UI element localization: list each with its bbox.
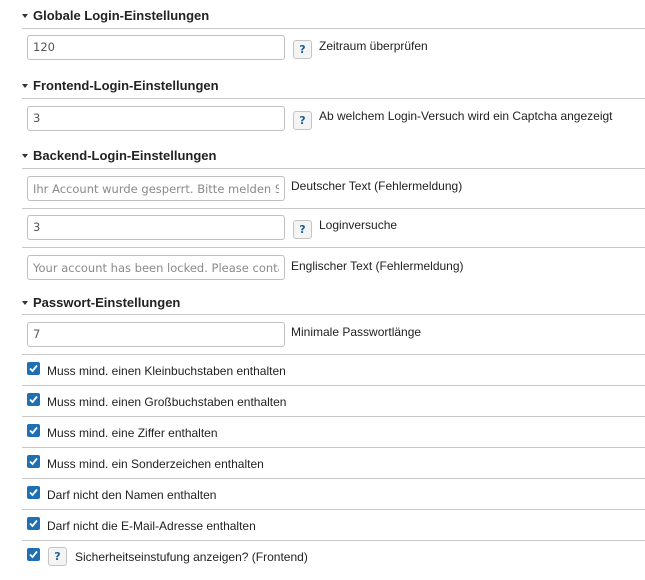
login-attempts-input[interactable]: 3 (27, 215, 285, 240)
divider (22, 509, 645, 510)
section-backend-title[interactable] (22, 148, 216, 163)
no-name-label: Darf nicht den Namen enthalten (47, 488, 217, 502)
digit-checkbox[interactable] (27, 424, 40, 437)
strength-display-label: Sicherheitseinstufung anzeigen? (Frontend) (75, 550, 308, 564)
english-error-text-input[interactable] (27, 255, 285, 280)
min-password-length-label: Minimale Passwortlänge (291, 325, 422, 339)
divider (22, 28, 645, 29)
divider (22, 540, 645, 541)
period-label: Zeitraum überprüfen (319, 39, 428, 53)
divider (22, 314, 645, 315)
login-attempts-label: Loginversuche (319, 218, 398, 232)
divider (22, 208, 645, 209)
section-password-title[interactable] (22, 295, 180, 310)
checkmark-icon (28, 549, 39, 560)
strength-display-checkbox[interactable] (27, 548, 40, 561)
checkmark-icon (28, 456, 39, 467)
lowercase-label: Muss mind. einen Kleinbuchstaben enthalten (47, 364, 286, 378)
german-error-text-input[interactable] (27, 176, 285, 201)
divider (22, 478, 645, 479)
checkmark-icon (28, 425, 39, 436)
divider (22, 354, 645, 355)
caret-down-icon (22, 154, 28, 158)
section-password-label: Passwort-Einstellungen (33, 295, 181, 310)
help-icon[interactable]: ? (48, 547, 67, 566)
divider (22, 247, 645, 248)
divider (22, 385, 645, 386)
checkmark-icon (28, 518, 39, 529)
english-error-text-label: Englischer Text (Fehlermeldung) (291, 259, 464, 273)
help-icon[interactable]: ? (293, 111, 312, 130)
no-email-checkbox[interactable] (27, 517, 40, 530)
period-input[interactable]: 120 (27, 35, 285, 60)
captcha-attempt-input[interactable]: 3 (27, 106, 285, 131)
section-backend-label: Backend-Login-Einstellungen (33, 148, 217, 163)
caret-down-icon (22, 84, 28, 88)
captcha-label: Ab welchem Login-Versuch wird ein Captcha angezeigt (319, 109, 613, 123)
special-char-label: Muss mind. ein Sonderzeichen enthalten (47, 457, 264, 471)
divider (22, 168, 645, 169)
caret-down-icon (22, 301, 28, 305)
divider (22, 416, 645, 417)
help-icon[interactable]: ? (293, 40, 312, 59)
help-icon[interactable]: ? (293, 220, 312, 239)
section-frontend-label: Frontend-Login-Einstellungen (33, 78, 219, 93)
section-global-title[interactable] (22, 8, 209, 23)
section-frontend-title[interactable] (22, 78, 219, 93)
uppercase-label: Muss mind. einen Großbuchstaben enthalten (47, 395, 287, 409)
caret-down-icon (22, 14, 28, 18)
german-error-text-label: Deutscher Text (Fehlermeldung) (291, 179, 463, 193)
min-password-length-input[interactable]: 7 (27, 322, 285, 347)
lowercase-checkbox[interactable] (27, 362, 40, 375)
no-name-checkbox[interactable] (27, 486, 40, 499)
checkmark-icon (28, 363, 39, 374)
uppercase-checkbox[interactable] (27, 393, 40, 406)
special-char-checkbox[interactable] (27, 455, 40, 468)
divider (22, 447, 645, 448)
no-email-label: Darf nicht die E-Mail-Adresse enthalten (47, 519, 256, 533)
checkmark-icon (28, 487, 39, 498)
digit-label: Muss mind. eine Ziffer enthalten (47, 426, 218, 440)
checkmark-icon (28, 394, 39, 405)
divider (22, 98, 645, 99)
section-global-label: Globale Login-Einstellungen (33, 8, 210, 23)
